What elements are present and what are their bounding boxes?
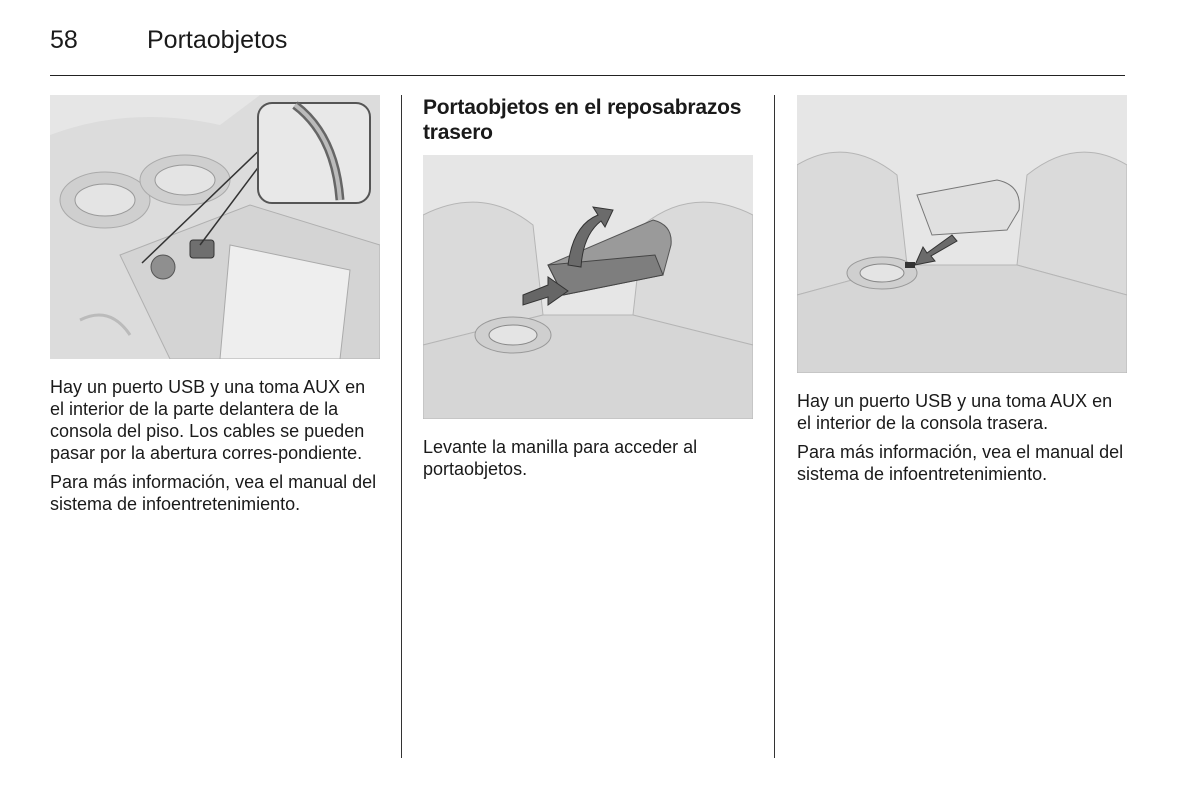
column-rear-armrest	[423, 95, 753, 480]
rear-console-port-illustration	[797, 95, 1127, 373]
column-front-console	[50, 95, 380, 515]
subsection-heading: Portaobjetos en el reposabrazos trasero	[423, 96, 742, 144]
page-number: 58	[50, 26, 78, 54]
column-divider-1	[401, 95, 402, 758]
rear-armrest-lift-illustration	[423, 155, 753, 419]
rear-infotainment-paragraph: Para más información, vea el manual del sistema de infoentretenimiento.	[797, 442, 1124, 484]
header-divider	[50, 75, 1125, 76]
lift-handle-paragraph: Levante la manilla para acceder al portaobjetos.	[423, 437, 698, 479]
rear-usb-aux-paragraph: Hay un puerto USB y una toma AUX en el interior de la consola trasera.	[797, 391, 1113, 433]
page-header	[50, 26, 1125, 76]
column-rear-console	[797, 95, 1127, 485]
section-title: Portaobjetos	[147, 26, 288, 54]
column-divider-2	[774, 95, 775, 758]
usb-aux-paragraph: Hay un puerto USB y una toma AUX en el interior de la parte delantera de la consola del piso. Los cables se pueden pasar por la abertura corres-pondiente.	[50, 377, 366, 463]
infotainment-paragraph: Para más información, vea el manual del sistema de infoentretenimiento.	[50, 472, 377, 514]
usb-aux-port-illustration	[50, 95, 380, 359]
